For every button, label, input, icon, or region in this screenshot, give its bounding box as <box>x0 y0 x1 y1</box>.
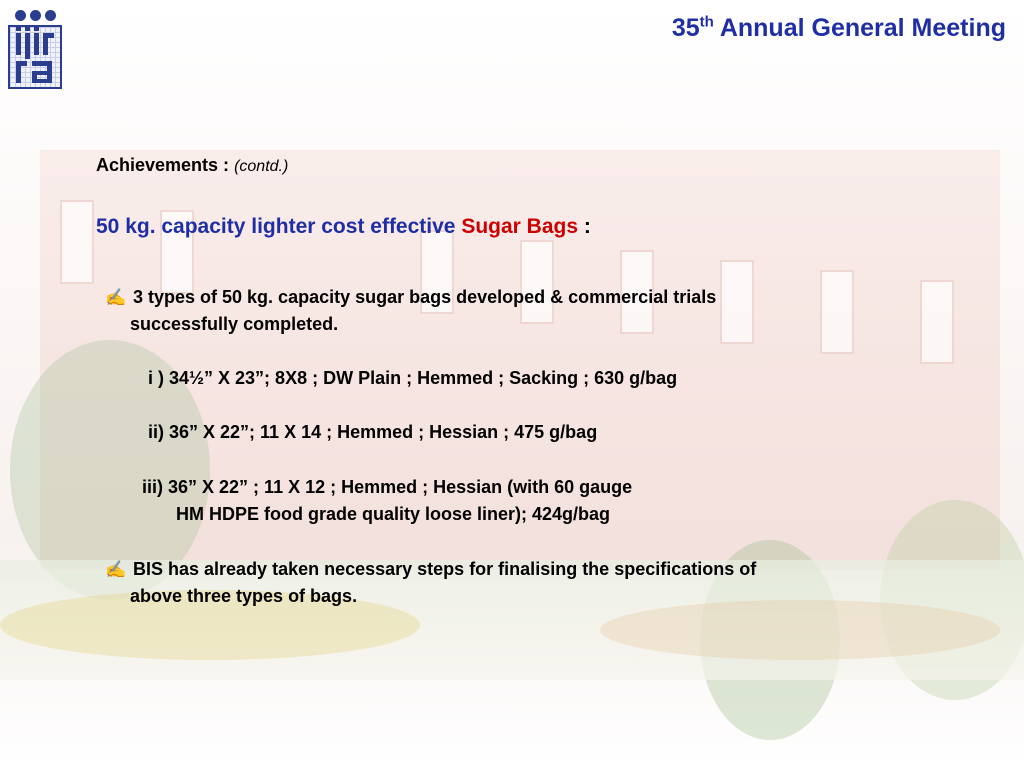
topic-colon: : <box>578 215 591 238</box>
topic-blue-text: 50 kg. capacity lighter cost effective <box>96 215 462 238</box>
bullet-item <box>105 556 945 610</box>
topic-heading <box>96 215 591 239</box>
bullet-line <box>105 556 945 583</box>
contd-label: (contd.) <box>234 158 289 175</box>
type-item <box>142 474 632 528</box>
type-text: i ) 34½” X 23”; 8X8 ; DW Plain ; Hemmed ; Sacking ; 630 g/bag <box>148 368 678 388</box>
logo-dot <box>30 10 41 21</box>
achievements-label: Achievements : <box>96 155 235 175</box>
type-item <box>148 419 597 446</box>
logo-block <box>8 25 62 89</box>
bullet-item <box>105 284 945 338</box>
writing-hand-icon: ✍ <box>105 288 127 307</box>
ijira-logo <box>8 10 62 92</box>
background-window <box>60 200 94 284</box>
title-text: Annual General Meeting <box>713 14 1006 42</box>
logo-letters-icon <box>10 27 60 87</box>
achievements-heading <box>96 155 288 176</box>
bullet-text: BIS has already taken necessary steps for finalising the specifications of <box>133 559 757 579</box>
logo-dot <box>45 10 56 21</box>
type-text: iii) 36” X 22” ; 11 X 12 ; Hemmed ; Hessian (with 60 gauge <box>142 477 633 497</box>
type-text-continued: HM HDPE food grade quality loose liner); 424g/bag <box>176 504 611 524</box>
bullet-line-continued: above three types of bags. <box>130 586 358 606</box>
bullet-text: 3 types of 50 kg. capacity sugar bags developed & commercial trials <box>133 287 717 307</box>
topic-red-text: Sugar Bags <box>461 215 579 238</box>
title-superscript: th <box>699 13 714 31</box>
title-number: 35 <box>671 14 700 42</box>
logo-dot <box>15 10 26 21</box>
type-text: ii) 36” X 22”; 11 X 14 ; Hemmed ; Hessian ; 475 g/bag <box>148 422 598 442</box>
logo-dots <box>8 10 62 21</box>
page-title <box>672 14 1006 43</box>
writing-hand-icon: ✍ <box>105 560 127 579</box>
type-item <box>148 365 677 392</box>
bullet-line <box>105 284 945 311</box>
bullet-line-continued: successfully completed. <box>130 314 339 334</box>
